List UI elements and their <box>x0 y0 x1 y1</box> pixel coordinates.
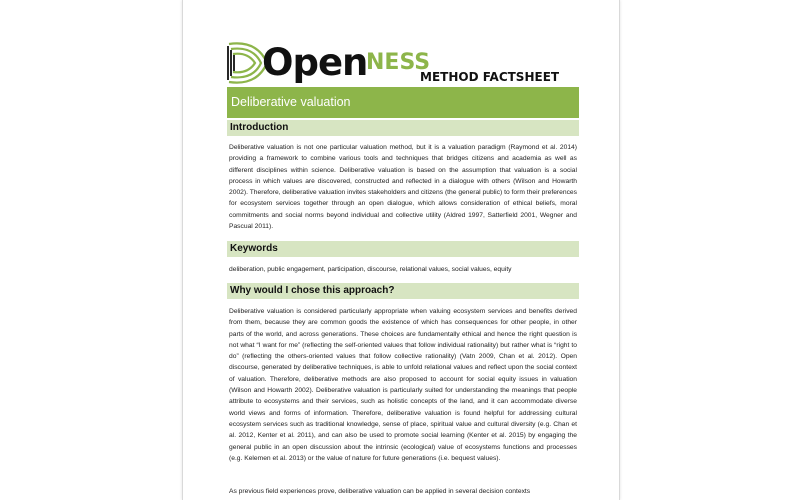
section-heading-why: Why would I chose this approach? <box>227 283 579 299</box>
logo-open-text: Open <box>262 41 368 84</box>
section-heading-keywords: Keywords <box>227 241 579 257</box>
openness-logo <box>227 40 579 86</box>
introduction-text: Deliberative valuation is not one particular valuation method, but it is a valuation paradigm (Raymond et al. 2014) providing a framework to combine various tools and techniques that bridges citizens and academia as well as different disciplines within science. Deliberative valuation is based on the assumption that valuation is a social process in which values are discovered, constructed and reflected in a dialogue with others (Wilson and Howarth 2002). Therefore, deliberative valuation invites stakeholders and citizens (the general public) to form their preferences for ecosystem services together through an open dialogue, which allows consideration of ethical beliefs, moral commitments and social norms beyond individual and collective utility (Aldred 1997, Satterfield 2001, Wegner and Pascual 2011). <box>229 144 577 231</box>
document-page <box>182 0 620 500</box>
keywords-text: deliberation, public engagement, participation, discourse, relational values, social values, equity <box>229 266 512 273</box>
section-heading-introduction: Introduction <box>227 120 579 136</box>
page-title: Deliberative valuation <box>227 87 579 118</box>
logo-ness-text: NESS <box>366 50 431 75</box>
why-text: Deliberative valuation is considered particularly appropriate when valuing ecosystem services and benefits derived from them, because they are common goods the existence of which has consequences for other people, in other parts of the world, and across generations. These choices are fundamentally ethical and hence the right question is not what “I want for me” (reflecting the self-oriented values that follow individual rationality) but rather what is “right to do” (reflecting the others-oriented values that follow collective rationality) (Vatn 2009, Chan et al. 2012). Open discourse, generated by deliberative techniques, is able to unfold relational values and reflect upon the social context of valuation. Therefore, deliberative methods are also proposed to account for social equity issues in valuation (Wilson and Howarth 2002). Deliberative valuation is particularly suited for understanding the meanings that people attribute to ecosystems and their services, such as holistic concepts of the land, and it can accommodate diverse world views and forms of information. Therefore, deliberative valuation is found helpful for addressing cultural ecosystem services such as traditional knowledge, sense of place, spiritual value and cultural diversity (e.g. Chan et al. 2012, Kenter et al. 2011), and can also be used to promote social learning (Kenter et al. 2015) by engaging the general public in an open discussion about the intrinsic (ecological) value of ecosystems functions and processes (e.g. Kelemen et al. 2013) or the value of nature for future generations (i.e. bequest values). <box>229 308 577 462</box>
why-text-continued: As previous field experiences prove, deliberative valuation can be applied in several decision contexts <box>229 488 531 495</box>
method-factsheet-label: METHOD FACTSHEET <box>420 70 560 84</box>
